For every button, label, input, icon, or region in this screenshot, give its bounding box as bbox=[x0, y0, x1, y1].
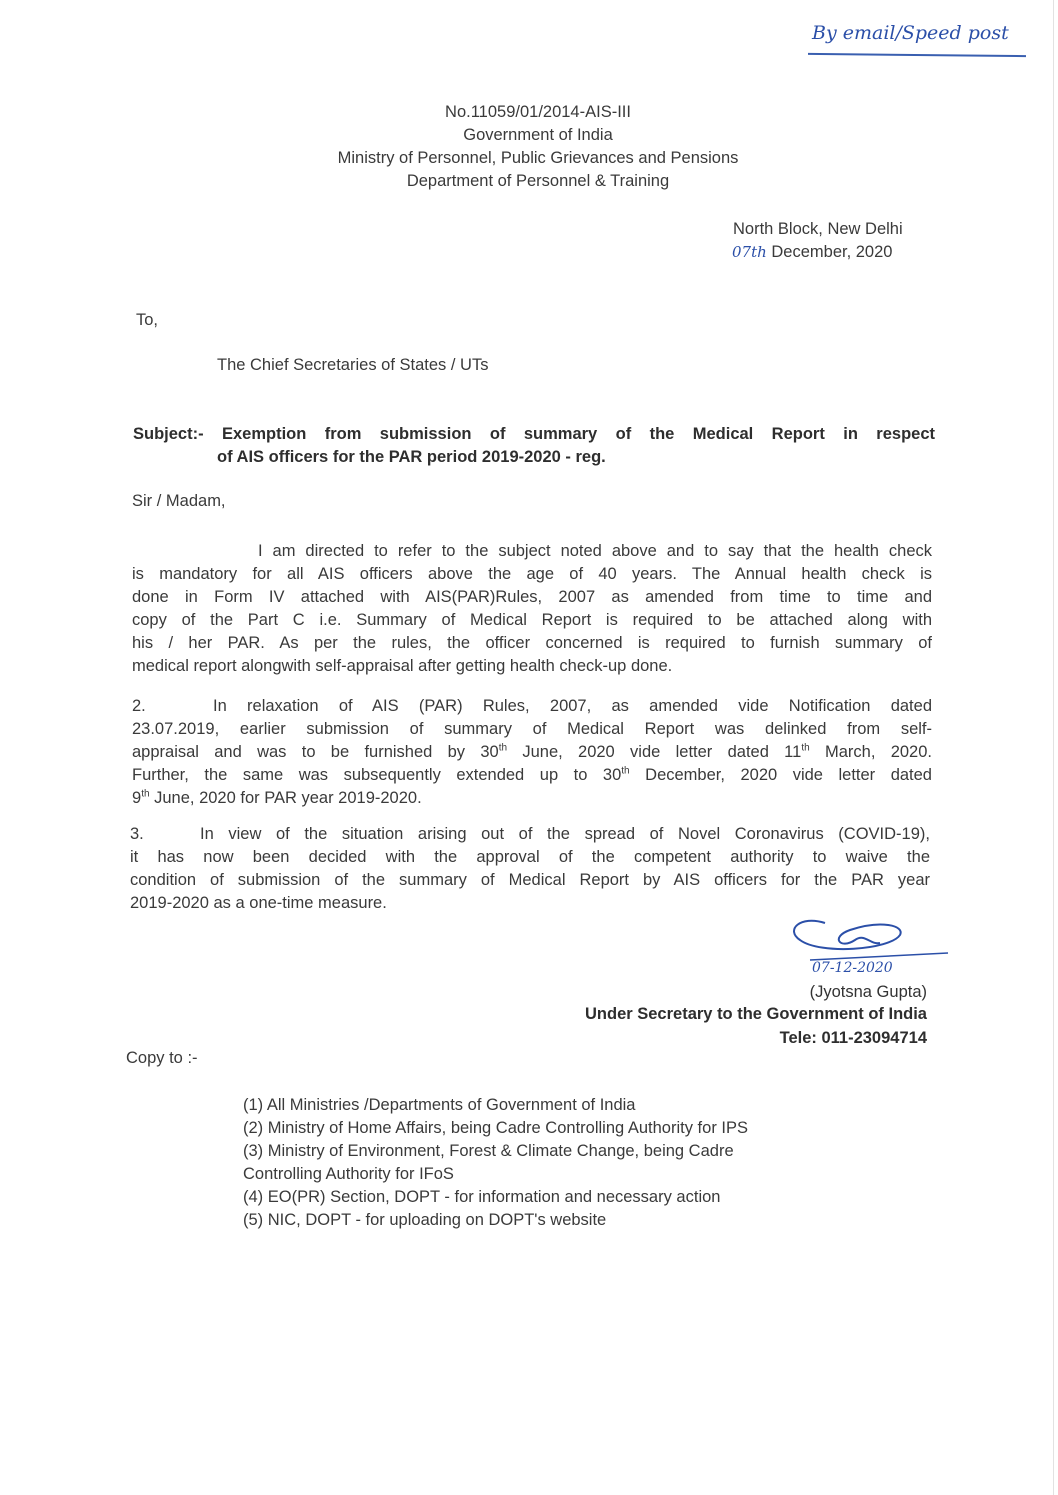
copy-to-item: (3) Ministry of Environment, Forest & Climate Change, being Cadre bbox=[243, 1142, 734, 1160]
sup: th bbox=[801, 742, 810, 754]
para1-line: done in Form IV attached with AIS(PAR)Rules, 2007 as amended from time to time and bbox=[132, 588, 932, 606]
text: June, 2020 vide letter dated 11 bbox=[507, 743, 802, 761]
subject-line-1: Subject:- Exemption from submission of summary of the Medical Report in respect bbox=[133, 425, 935, 443]
text: Further, the same was subsequently extended up to 30 bbox=[132, 766, 622, 784]
para1-line: I am directed to refer to the subject noted above and to say that the health check bbox=[258, 542, 932, 560]
text: 9 bbox=[132, 789, 142, 807]
signatory-name: (Jyotsna Gupta) bbox=[809, 983, 927, 1001]
reference-number: No.11059/01/2014-AIS-III bbox=[445, 103, 631, 121]
copy-to-item: (5) NIC, DOPT - for uploading on DOPT's website bbox=[243, 1211, 607, 1229]
signatory-telephone: Tele: 011-23094714 bbox=[779, 1029, 927, 1047]
scan-edge bbox=[1053, 0, 1054, 1495]
para2-line bbox=[132, 789, 932, 808]
copy-to-item: (1) All Ministries /Departments of Government of India bbox=[243, 1096, 636, 1114]
para1-line: copy of the Part C i.e. Summary of Medical Report is required to be attached along with bbox=[132, 611, 932, 629]
para3-line: it has now been decided with the approval of the competent authority to waive the bbox=[130, 848, 930, 866]
text: March, 2020. bbox=[809, 743, 932, 761]
signature-date: 07-12-2020 bbox=[812, 960, 893, 976]
sup: th bbox=[621, 765, 630, 777]
copy-to-item: (4) EO(PR) Section, DOPT - for information and necessary action bbox=[243, 1188, 721, 1206]
sup: th bbox=[498, 742, 508, 754]
copy-to-item: Controlling Authority for IFoS bbox=[243, 1165, 454, 1183]
sup: th bbox=[141, 788, 150, 800]
para1-line: his / her PAR. As per the rules, the officer concerned is required to furnish summary of bbox=[132, 634, 932, 652]
header-department: Department of Personnel & Training bbox=[406, 172, 670, 190]
date-month-year: December, 2020 bbox=[771, 243, 893, 261]
para1-line: medical report alongwith self-appraisal after getting health check-up done. bbox=[132, 657, 673, 675]
text: appraisal and was to be furnished by 30 bbox=[132, 743, 499, 761]
addressee: The Chief Secretaries of States / UTs bbox=[217, 356, 489, 374]
para2-line: 23.07.2019, earlier submission of summary of Medical Report was delinked from self- bbox=[132, 720, 932, 738]
signatory-designation: Under Secretary to the Government of India bbox=[585, 1005, 927, 1023]
para3-line: 2019-2020 as a one-time measure. bbox=[130, 894, 387, 912]
letter-date bbox=[732, 243, 892, 262]
header-government: Government of India bbox=[463, 126, 613, 144]
para2-line bbox=[132, 766, 932, 785]
handwritten-annotation: By email/Speed post bbox=[812, 22, 1009, 44]
para2-line bbox=[132, 743, 932, 762]
copy-to-label: Copy to :- bbox=[126, 1049, 198, 1067]
place: North Block, New Delhi bbox=[733, 220, 903, 238]
para3-line: condition of submission of the summary of Medical Report by AIS officers for the PAR year bbox=[130, 871, 930, 889]
copy-to-item: (2) Ministry of Home Affairs, being Cadre Controlling Authority for IPS bbox=[243, 1119, 748, 1137]
annotation-underline bbox=[808, 53, 1026, 57]
para2-line: In relaxation of AIS (PAR) Rules, 2007, as amended vide Notification dated bbox=[213, 697, 932, 715]
para2-number: 2. bbox=[132, 697, 146, 715]
handwritten-day: 07th bbox=[732, 243, 767, 261]
para1-line: is mandatory for all AIS officers above the age of 40 years. The Annual health check is bbox=[132, 565, 932, 583]
text: December, 2020 vide letter dated bbox=[629, 766, 932, 784]
text: June, 2020 for PAR year 2019-2020. bbox=[149, 789, 422, 807]
header-ministry: Ministry of Personnel, Public Grievances and Pensions bbox=[337, 149, 739, 167]
subject-line-2: of AIS officers for the PAR period 2019-2020 - reg. bbox=[217, 448, 606, 466]
salutation: Sir / Madam, bbox=[132, 492, 226, 510]
para3-number: 3. bbox=[130, 825, 144, 843]
to-label: To, bbox=[136, 311, 159, 329]
para3-line: In view of the situation arising out of the spread of Novel Coronavirus (COVID-19), bbox=[200, 825, 930, 843]
